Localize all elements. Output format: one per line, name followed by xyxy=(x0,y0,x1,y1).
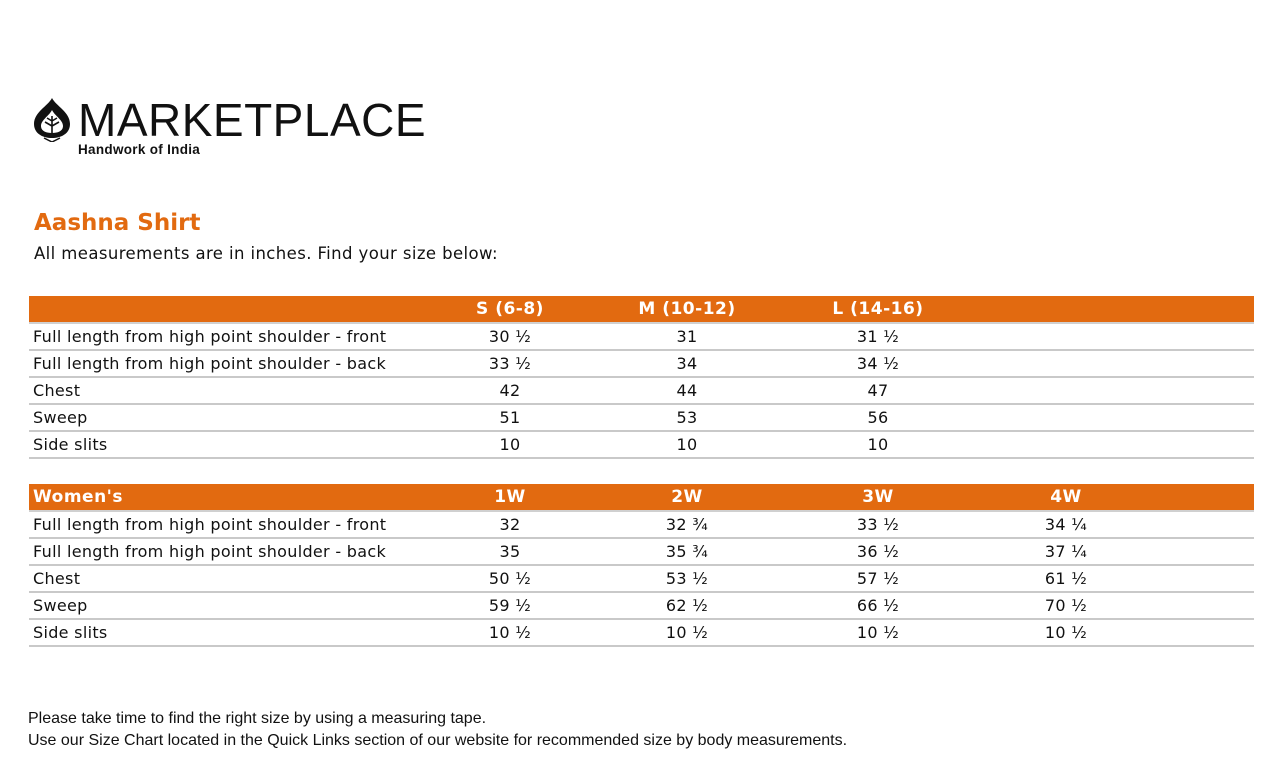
empty-cell xyxy=(1129,431,1254,458)
header-label xyxy=(29,296,399,323)
empty-cell xyxy=(1129,323,1254,350)
empty-cell xyxy=(1129,592,1254,619)
table-row xyxy=(29,511,1254,538)
brand-logo xyxy=(30,94,427,166)
product-title: Aashna Shirt xyxy=(34,210,201,236)
brand-tagline: Handwork of India xyxy=(78,142,201,157)
cell-value: 36 ½ xyxy=(753,538,1003,565)
empty-header-cell xyxy=(1129,296,1254,323)
header-label: Women's xyxy=(29,484,399,511)
cell-value: 42 xyxy=(399,377,621,404)
cell-value: 32 ¾ xyxy=(621,511,753,538)
cell-value: 47 xyxy=(753,377,1003,404)
measurement-note: All measurements are in inches. Find your size below: xyxy=(34,244,498,263)
empty-cell xyxy=(1129,538,1254,565)
cell-value: 35 ¾ xyxy=(621,538,753,565)
row-label: Sweep xyxy=(29,592,399,619)
table-row xyxy=(29,350,1254,377)
cell-value: 51 xyxy=(399,404,621,431)
cell-value: 34 ¼ xyxy=(1003,511,1129,538)
cell-value: 10 ½ xyxy=(753,619,1003,646)
cell-value: 35 xyxy=(399,538,621,565)
size-header: 1W xyxy=(399,484,621,511)
empty-header-cell xyxy=(1129,484,1254,511)
empty-cell xyxy=(1129,404,1254,431)
empty-cell xyxy=(1129,377,1254,404)
row-label: Full length from high point shoulder - back xyxy=(29,350,399,377)
cell-value: 56 xyxy=(753,404,1003,431)
row-label: Full length from high point shoulder - front xyxy=(29,323,399,350)
cell-value: 10 xyxy=(621,431,753,458)
row-label: Chest xyxy=(29,565,399,592)
cell-value: 37 ¼ xyxy=(1003,538,1129,565)
cell-value: 33 ½ xyxy=(399,350,621,377)
empty-cell xyxy=(1129,565,1254,592)
cell-value: 10 ½ xyxy=(621,619,753,646)
size-header: 4W xyxy=(1003,484,1129,511)
cell-value: 30 ½ xyxy=(399,323,621,350)
cell-value: 50 ½ xyxy=(399,565,621,592)
cell-value: 33 ½ xyxy=(753,511,1003,538)
cell-value: 10 xyxy=(753,431,1003,458)
table-row xyxy=(29,377,1254,404)
row-label: Side slits xyxy=(29,431,399,458)
empty-cell xyxy=(1003,377,1129,404)
brand-name: MARKETPLACE xyxy=(78,94,427,146)
empty-cell xyxy=(1003,404,1129,431)
cell-value: 10 xyxy=(399,431,621,458)
standard-size-table xyxy=(29,296,1254,459)
footer-note-size-chart: Use our Size Chart located in the Quick Links section of our website for recommended size by body measurements. xyxy=(28,732,848,749)
empty-header-cell xyxy=(1003,296,1129,323)
cell-value: 34 ½ xyxy=(753,350,1003,377)
size-header: 2W xyxy=(621,484,753,511)
cell-value: 32 xyxy=(399,511,621,538)
row-label: Chest xyxy=(29,377,399,404)
cell-value: 10 ½ xyxy=(1003,619,1129,646)
cell-value: 61 ½ xyxy=(1003,565,1129,592)
table-row xyxy=(29,431,1254,458)
table-header-row xyxy=(29,296,1254,323)
row-label: Full length from high point shoulder - back xyxy=(29,538,399,565)
row-label: Full length from high point shoulder - front xyxy=(29,511,399,538)
table-row xyxy=(29,565,1254,592)
table-header-row xyxy=(29,484,1254,511)
table-row xyxy=(29,592,1254,619)
row-label: Sweep xyxy=(29,404,399,431)
empty-cell xyxy=(1003,431,1129,458)
empty-cell xyxy=(1129,350,1254,377)
leaf-logo-icon xyxy=(30,96,74,142)
cell-value: 66 ½ xyxy=(753,592,1003,619)
cell-value: 31 xyxy=(621,323,753,350)
table-row xyxy=(29,404,1254,431)
size-header: 3W xyxy=(753,484,1003,511)
table-row xyxy=(29,619,1254,646)
table-row xyxy=(29,323,1254,350)
cell-value: 53 xyxy=(621,404,753,431)
size-header: S (6-8) xyxy=(399,296,621,323)
empty-cell xyxy=(1003,323,1129,350)
table-row xyxy=(29,538,1254,565)
cell-value: 57 ½ xyxy=(753,565,1003,592)
cell-value: 62 ½ xyxy=(621,592,753,619)
footer-note-measuring: Please take time to find the right size by using a measuring tape. xyxy=(28,710,487,727)
cell-value: 10 ½ xyxy=(399,619,621,646)
cell-value: 44 xyxy=(621,377,753,404)
womens-size-table xyxy=(29,484,1254,647)
row-label: Side slits xyxy=(29,619,399,646)
size-header: M (10-12) xyxy=(621,296,753,323)
size-header: L (14-16) xyxy=(753,296,1003,323)
cell-value: 70 ½ xyxy=(1003,592,1129,619)
empty-cell xyxy=(1003,350,1129,377)
cell-value: 34 xyxy=(621,350,753,377)
empty-cell xyxy=(1129,511,1254,538)
cell-value: 31 ½ xyxy=(753,323,1003,350)
cell-value: 53 ½ xyxy=(621,565,753,592)
empty-cell xyxy=(1129,619,1254,646)
cell-value: 59 ½ xyxy=(399,592,621,619)
